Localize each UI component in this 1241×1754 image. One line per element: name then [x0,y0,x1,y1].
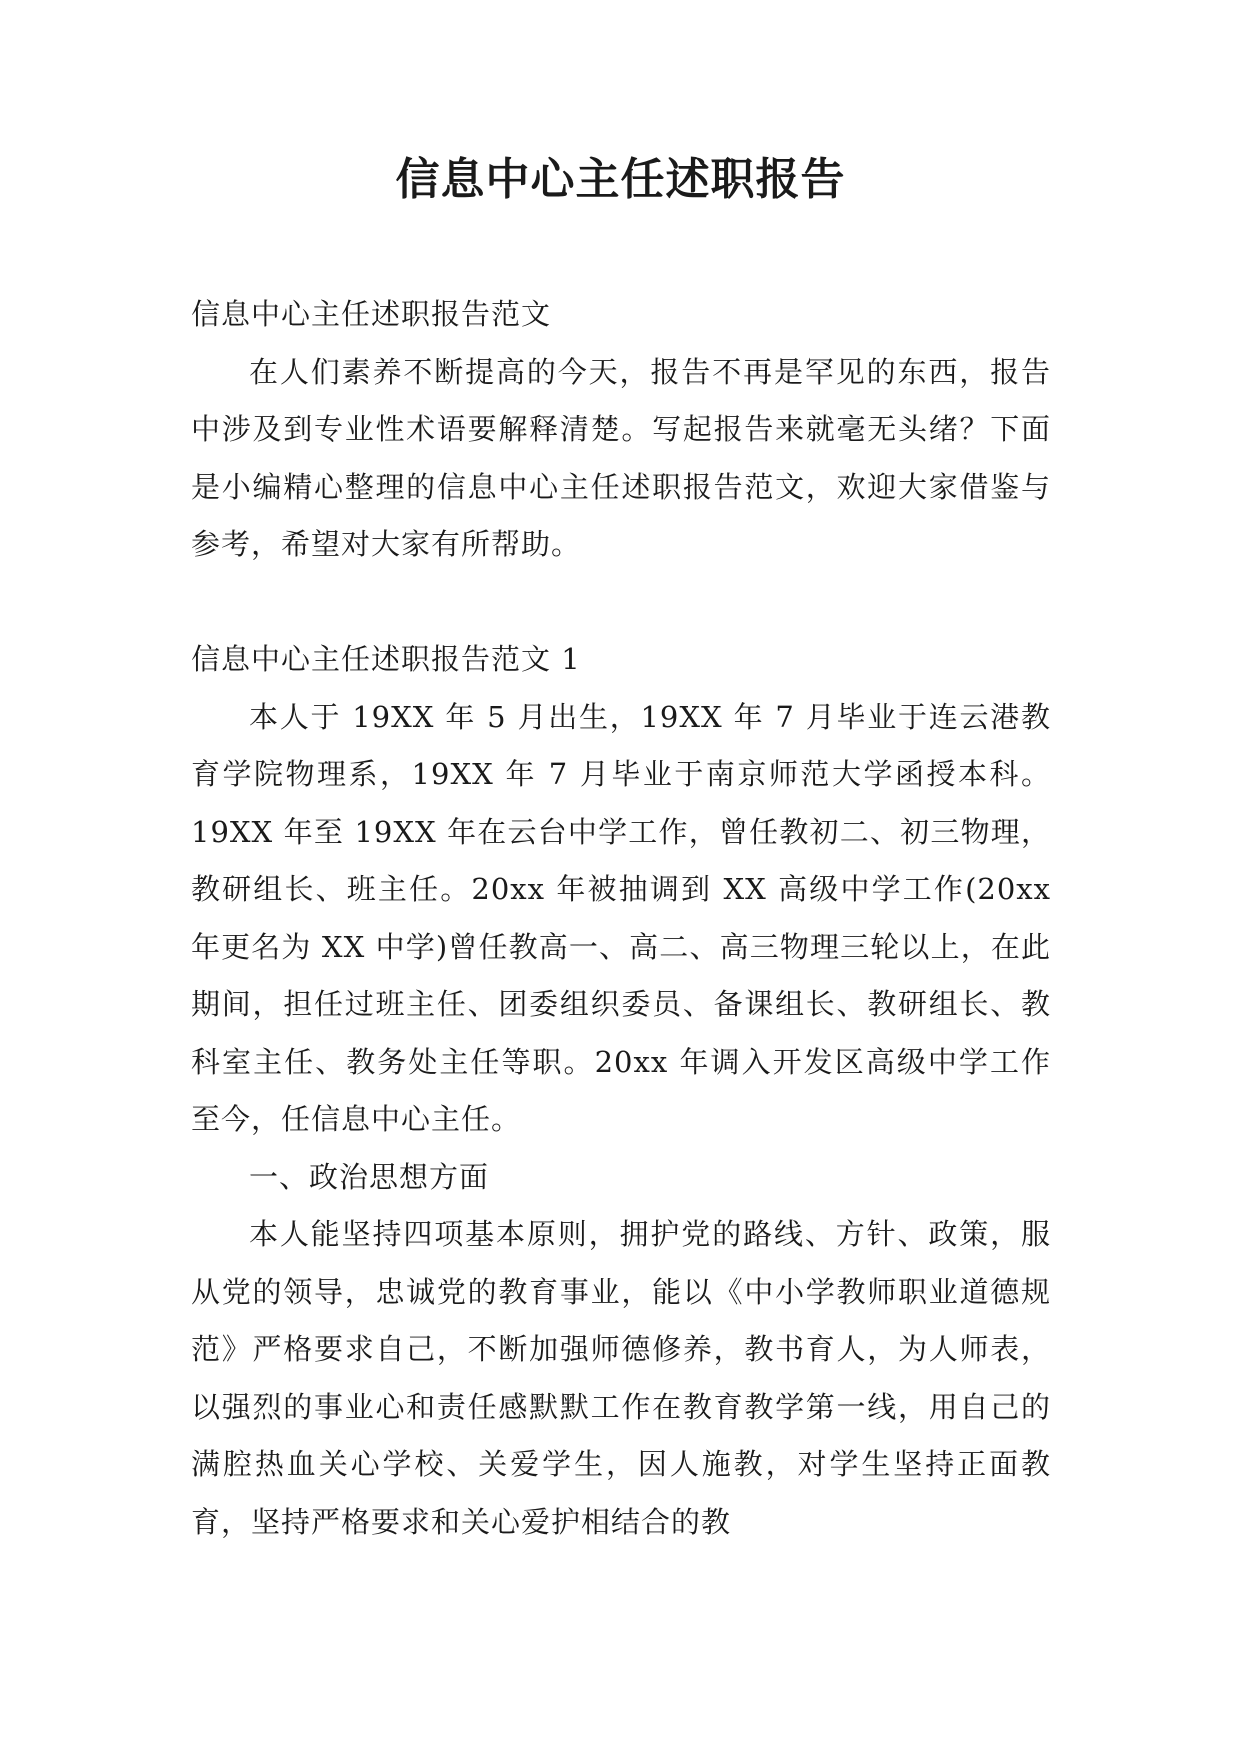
document-body [191,286,1051,1551]
document-title: 信息中心主任述职报告 [395,154,846,205]
politics-paragraph: 本人能坚持四项基本原则，拥护党的路线、方针、政策，服从党的领导，忠诚党的教育事业，能以《中小学教师职业道德规范》严格要求自己，不断加强师德修养，教书育人，为人师表，以强烈的事业心和责任感默默工作在教育教学第一线，用自己的满腔热血关心学校、关爱学生，因人施教，对学生坚持正面教育，坚持严格要求和关心爱护相结合的教 [191,1217,1051,1539]
politics-heading: 一、政治思想方面 [249,1159,490,1194]
biography-paragraph: 本人于 19XX 年 5 月出生，19XX 年 7 月毕业于连云港教育学院物理系，19XX 年 7 月毕业于南京师范大学函授本科。19XX 年至 19XX 年在云台中学工作，曾任教初二、初三物理，教研组长、班主任。20xx 年被抽调到 XX 高级中学工作(20xx 年更名为 XX 中学)曾任教高一、高二、高三物理三轮以上，在此期间，担任过班主任、团委组织委员、备课组长、教研组长、教科室主任、教务处主任等职。20xx 年调入开发区高级中学工作至今，任信息中心主任。 [191,699,1051,1136]
paragraph-spacer [191,574,1051,632]
intro-paragraph: 在人们素养不断提高的今天，报告不再是罕见的东西，报告中涉及到专业性术语要解释清楚。写起报告来就毫无头绪？下面是小编精心整理的信息中心主任述职报告范文，欢迎大家借鉴与参考，希望对大家有所帮助。 [191,354,1051,561]
section-heading: 信息中心主任述职报告范文 1 [191,642,581,676]
document-subtitle: 信息中心主任述职报告范文 [191,297,552,331]
